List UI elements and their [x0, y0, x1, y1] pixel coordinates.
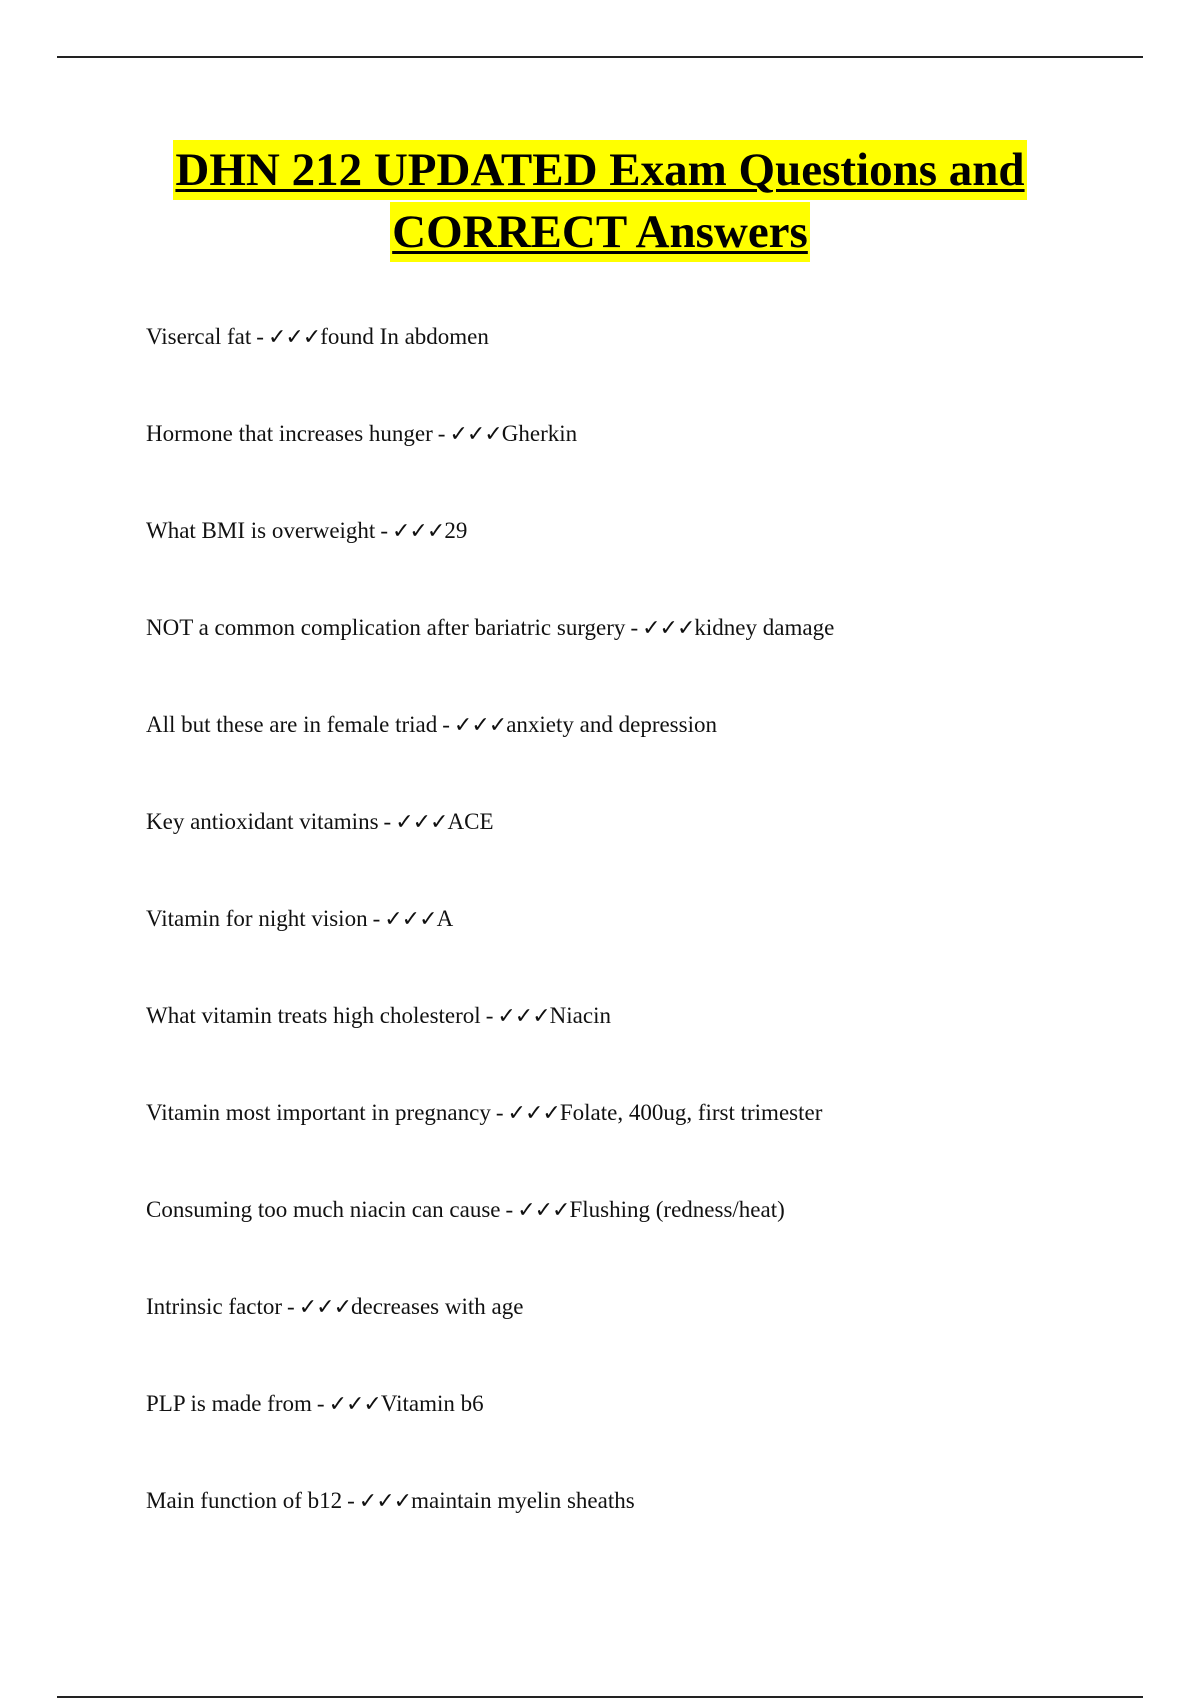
separator: - — [372, 906, 381, 931]
answer-text: Folate, 400ug, first trimester — [559, 1100, 823, 1125]
checkmark-icon: ✓✓✓ — [267, 325, 321, 350]
answer-text: 29 — [444, 518, 468, 543]
answer-text: Flushing (redness/heat) — [569, 1197, 785, 1222]
qa-item — [146, 1003, 1146, 1100]
question-text: Key antioxidant vitamins — [146, 809, 379, 834]
answer-text: maintain myelin sheaths — [411, 1488, 635, 1513]
qa-item — [146, 712, 1146, 809]
separator: - — [256, 324, 264, 349]
separator: - — [505, 1197, 514, 1222]
checkmark-icon: ✓✓✓ — [453, 713, 507, 738]
answer-text: anxiety and depression — [506, 712, 717, 737]
checkmark-icon: ✓✓✓ — [497, 1004, 550, 1029]
answer-text: Niacin — [549, 1003, 611, 1028]
question-text: Intrinsic factor — [146, 1294, 283, 1319]
top-page-rule — [57, 56, 1143, 58]
separator: - — [347, 1488, 355, 1513]
title-line-2: CORRECT Answers — [390, 202, 810, 262]
separator: - — [383, 809, 392, 834]
question-text: NOT a common complication after bariatric surgery — [146, 615, 626, 640]
checkmark-icon: ✓✓✓ — [358, 1489, 412, 1514]
checkmark-icon: ✓✓✓ — [328, 1392, 381, 1417]
checkmark-icon: ✓✓✓ — [517, 1198, 570, 1223]
checkmark-icon: ✓✓✓ — [642, 616, 695, 641]
checkmark-icon: ✓✓✓ — [507, 1101, 560, 1126]
separator: - — [437, 421, 446, 446]
question-text: Hormone that increases hunger — [146, 421, 433, 446]
qa-item — [146, 518, 1146, 615]
answer-text: found In abdomen — [320, 324, 489, 349]
question-text: What vitamin treats high cholesterol — [146, 1003, 481, 1028]
separator: - — [630, 615, 639, 640]
question-text: All but these are in female triad — [146, 712, 438, 737]
answer-text: ACE — [447, 809, 494, 834]
checkmark-icon: ✓✓✓ — [449, 422, 502, 447]
document-title — [0, 140, 1200, 264]
checkmark-icon: ✓✓✓ — [395, 810, 448, 835]
qa-item — [146, 1100, 1146, 1197]
checkmark-icon: ✓✓✓ — [384, 907, 437, 932]
qa-item — [146, 1197, 1146, 1294]
separator: - — [485, 1003, 494, 1028]
qa-item — [146, 421, 1146, 518]
separator: - — [380, 518, 388, 543]
question-answer-list — [146, 324, 1146, 1585]
question-text: Vitamin most important in pregnancy — [146, 1100, 491, 1125]
question-text: PLP is made from — [146, 1391, 312, 1416]
answer-text: Gherkin — [501, 421, 578, 446]
checkmark-icon: ✓✓✓ — [298, 1295, 352, 1320]
qa-item — [146, 1294, 1146, 1391]
question-text: Consuming too much niacin can cause — [146, 1197, 501, 1222]
title-line-1: DHN 212 UPDATED Exam Questions and — [173, 140, 1026, 200]
qa-item — [146, 1391, 1146, 1488]
checkmark-icon: ✓✓✓ — [392, 519, 445, 544]
question-text: Main function of b12 — [146, 1488, 343, 1513]
question-text: Visercal fat — [146, 324, 252, 349]
answer-text: decreases with age — [351, 1294, 524, 1319]
separator: - — [495, 1100, 504, 1125]
bottom-page-rule — [57, 1696, 1143, 1698]
question-text: What BMI is overweight — [146, 518, 376, 543]
separator: - — [316, 1391, 325, 1416]
answer-text: kidney damage — [694, 615, 835, 640]
qa-item — [146, 324, 1146, 421]
qa-item — [146, 615, 1146, 712]
qa-item — [146, 906, 1146, 1003]
qa-item — [146, 809, 1146, 906]
answer-text: A — [436, 906, 454, 931]
answer-text: Vitamin b6 — [380, 1391, 484, 1416]
question-text: Vitamin for night vision — [146, 906, 368, 931]
separator: - — [287, 1294, 295, 1319]
qa-item — [146, 1488, 1146, 1585]
separator: - — [442, 712, 450, 737]
